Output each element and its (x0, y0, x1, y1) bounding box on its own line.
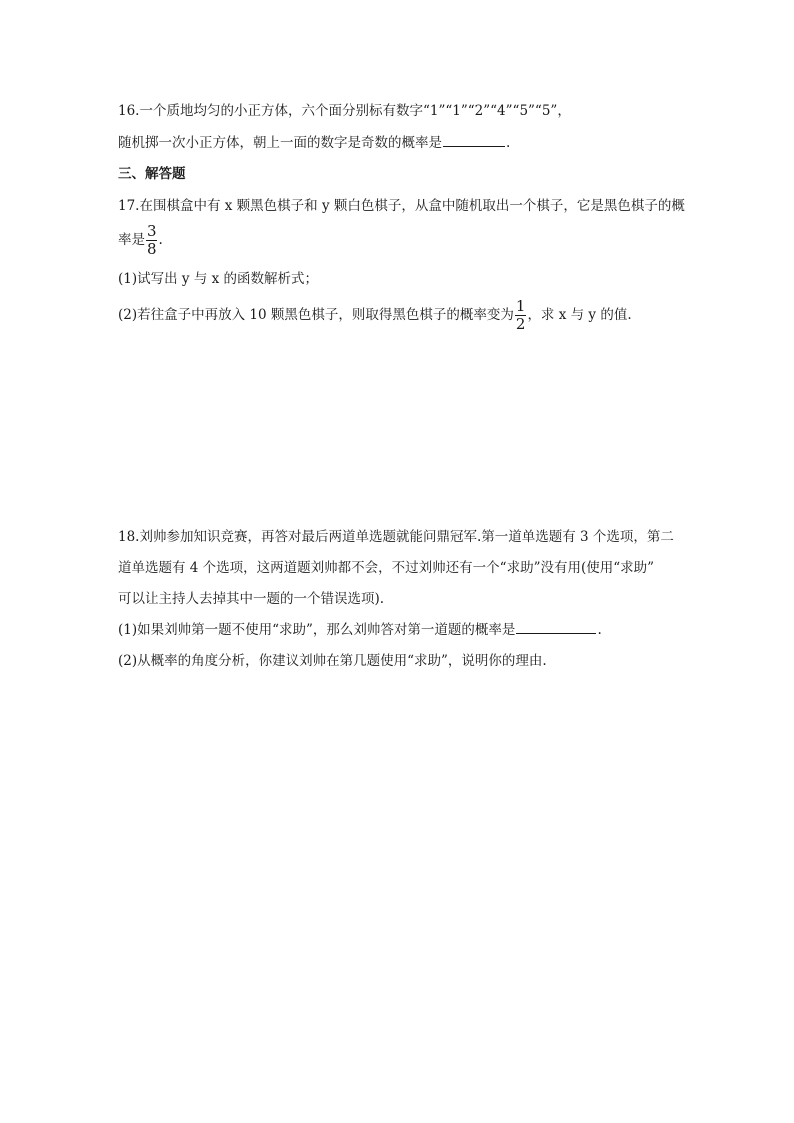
fraction-one-half (515, 299, 527, 332)
q18-part2 (118, 651, 547, 671)
q17-line2 (118, 224, 163, 257)
q17-part1 (118, 269, 318, 289)
q18-line2-text: 道单选题有 4 个选项，这两道题刘帅都不会，不过刘帅还有一个“求助”没有用(使用“求助” (118, 560, 655, 576)
q17-part2-text: (2)若往盒子中再放入 10 颗黑色棋子，则取得黑色棋子的概率变为 (118, 307, 514, 323)
q17-part2 (118, 299, 632, 332)
fraction-numerator: 1 (515, 297, 526, 315)
q17-line1-text: 17.在围棋盒中有 x 颗黑色棋子和 y 颗白色棋子，从盒中随机取出一个棋子，它是黑色棋子的概 (118, 198, 685, 214)
q16-line1 (118, 101, 571, 121)
q18-line2 (118, 558, 654, 578)
section-heading (118, 164, 186, 184)
q16-line2-text: 随机掷一次小正方体，朝上一面的数字是奇数的概率是 (118, 135, 442, 151)
q18-line1-text: 18.刘帅参加知识竞赛，再答对最后两道单选题就能问鼎冠军.第一道单选题有 3 个选项，第二 (118, 529, 674, 545)
fraction-denominator: 2 (515, 315, 526, 333)
q17-part1-text: (1)试写出 y 与 x 的函数解析式； (118, 271, 319, 287)
q16-line2-end: . (506, 135, 511, 151)
q18-line3 (118, 589, 384, 609)
q18-answer-blank (516, 620, 596, 634)
q16-line1-text: 16.一个质地均匀的小正方体，六个面分别标有数字“1”“1”“2”“4”“5”“5”， (118, 103, 571, 119)
q17-line2-end: . (158, 232, 163, 248)
q18-line1 (118, 527, 674, 547)
q18-part1-text: (1)如果刘帅第一题不使用“求助”，那么刘帅答对第一道题的概率是 (118, 622, 516, 638)
q17-line2-text: 率是 (118, 232, 145, 248)
section-heading-text: 三、解答题 (118, 166, 186, 182)
fraction-three-eighths (146, 224, 158, 257)
q17-line1 (118, 196, 685, 216)
q16-answer-blank (443, 133, 505, 147)
q18-part2-text: (2)从概率的角度分析，你建议刘帅在第几题使用“求助”，说明你的理由. (118, 653, 547, 669)
q18-part1 (118, 620, 602, 640)
fraction-denominator: 8 (147, 240, 157, 258)
q18-part1-end: . (597, 622, 602, 638)
q18-line3-text: 可以让主持人去掉其中一题的一个错误选项). (118, 591, 385, 607)
q17-part2-end: ，求 x 与 y 的值. (527, 307, 632, 323)
q16-line2 (118, 133, 510, 153)
fraction-numerator: 3 (147, 222, 157, 240)
